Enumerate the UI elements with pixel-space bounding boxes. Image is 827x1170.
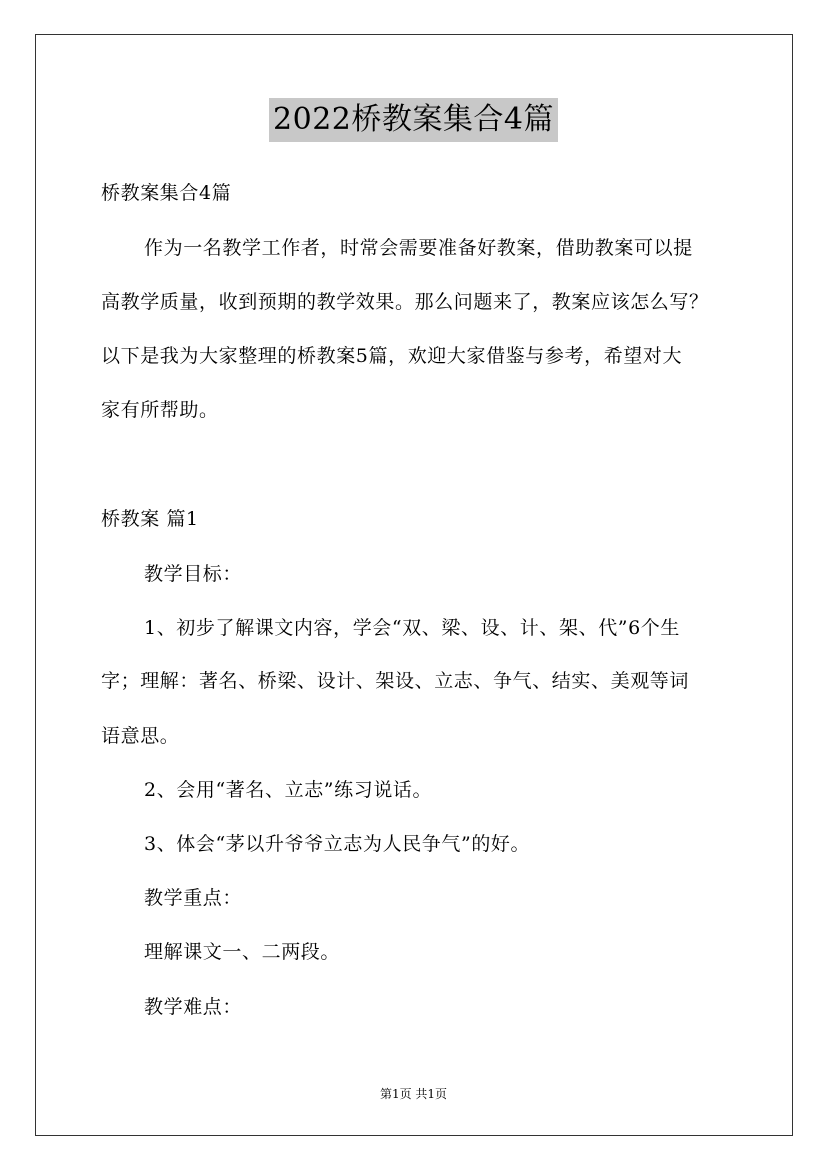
body-line: 2、会用“著名、立志”练习说话。: [144, 779, 433, 801]
intro-line: 高教学质量，收到预期的教学效果。那么问题来了，教案应该怎么写？: [101, 291, 709, 313]
body-line: 教学目标：: [144, 563, 243, 585]
intro-line: 家有所帮助。: [101, 399, 219, 421]
page-footer: 第1页 共1页: [379, 1087, 448, 1101]
body-line: 教学重点：: [144, 887, 243, 909]
body-line: 理解课文一、二两段。: [144, 941, 341, 963]
title-container: [0, 98, 827, 142]
body-line: 3、体会“茅以升爷爷立志为人民争气”的好。: [144, 833, 531, 855]
body-line: 1、初步了解课文内容，学会“双、梁、设、计、架、代”6个生: [144, 617, 681, 639]
body-line: 教学难点：: [144, 996, 243, 1018]
document-subtitle: 桥教案集合4篇: [101, 182, 232, 204]
section-heading: 桥教案 篇1: [101, 508, 199, 530]
intro-line: 以下是我为大家整理的桥教案5篇，欢迎大家借鉴与参考，希望对大: [101, 345, 683, 367]
body-line: 字；理解：著名、桥梁、设计、架设、立志、争气、结实、美观等词: [101, 670, 690, 692]
body-line: 语意思。: [101, 725, 180, 747]
intro-line: 作为一名教学工作者，时常会需要准备好教案，借助教案可以提: [144, 237, 693, 259]
document-title: 2022桥教案集合4篇: [269, 98, 558, 142]
